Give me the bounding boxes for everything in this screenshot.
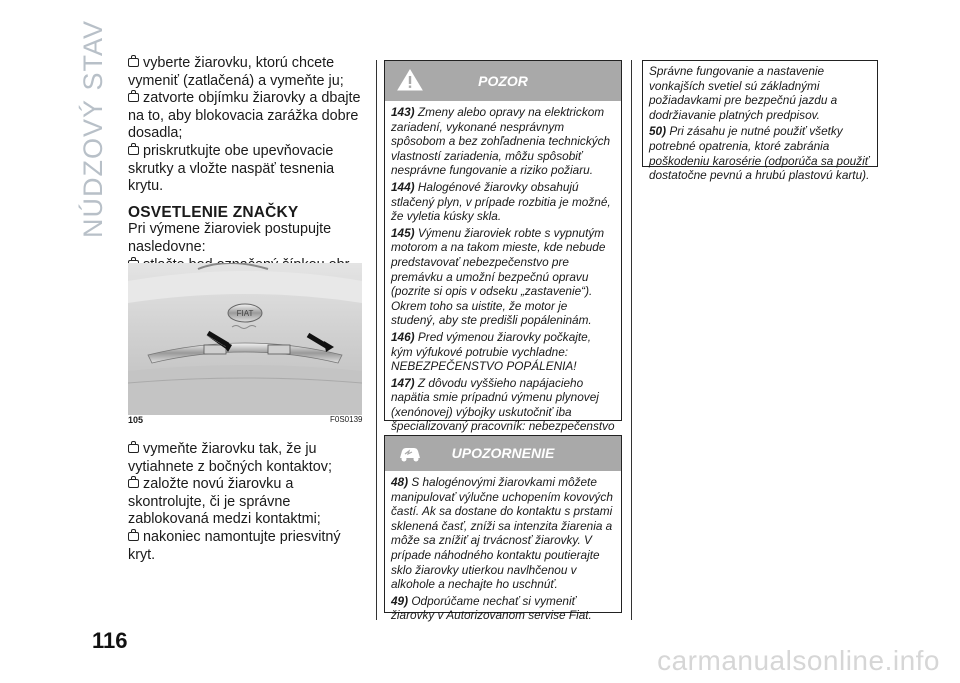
chapter-title-text: NÚDZOVÝ STAV (78, 19, 108, 238)
column-1-top (128, 55, 368, 292)
figure-number: 105 (128, 415, 144, 425)
section-intro: Pri výmene žiaroviek postupujte nasledovne: (128, 221, 332, 255)
section-heading: OSVETLENIE ZNAČKY (128, 203, 299, 221)
list-item: založte novú žiarovku a skontrolujte, či je správne zablokovaná medzi kontaktmi; (128, 476, 321, 528)
warning-item: 143) Zmeny alebo opravy na elektrickom zariadení, vykonané nesprávnym spôsobom a bez zohľadnenia technických vlastností zariadenia, môžu spôsobiť nesprávne fungovanie a riziko požiaru. (391, 105, 611, 178)
warning-item: 145) Výmenu žiaroviek robte s vypnutým motorom a na takom mieste, kde nebude predstavovať nebezpečenstvo pre premávku a umožní bezpečnú opravu (pozrite si opis v odseku „zastavenie“). Okrem toho sa uistite, že motor je studený, aby ste predišli popáleninám. (391, 225, 606, 328)
car-damage-icon (397, 442, 423, 464)
warning-item: 144) Halogénové žiarovky obsahujú stlačený plyn, v prípade rozbitia je možné, že vyletia kúsky skla. (391, 179, 611, 224)
bullet-icon (128, 532, 139, 541)
column-1-bottom (128, 441, 368, 564)
caution-item: 48) S halogénovými žiarovkami môžete manipulovať výlučne uchopením kovových častí. Ak sa dostane do kontaktu s prstami sklenená časť, zníži sa intenzita žiarenia a môže sa znížiť aj trvácnosť žiarovky. V prípade náhodného kontaktu poutierajte sklo žiarovky utierkou navlhčenou v alkohole a nechajte ho uschnúť. (391, 475, 613, 592)
bullet-icon (128, 93, 139, 102)
note-item: 50) Pri zásahu je nutné použiť všetky potrebné opatrenia, ktoré zabránia poškodeniu karosérie (odporúča sa použiť dostatočne pevnú a hrubú plastovú kartu). (649, 124, 870, 183)
caution-title: UPOZORNENIE (451, 445, 555, 461)
figure-license-plate-light (128, 263, 362, 423)
caution-header (385, 436, 621, 471)
chapter-side-title (66, 19, 126, 238)
bullet-icon (128, 146, 139, 155)
column-divider (376, 60, 377, 620)
note-box (642, 60, 878, 183)
page-number: 116 (92, 628, 128, 653)
warning-box (384, 60, 622, 434)
list-item: vymeňte žiarovku tak, že ju vytiahnete z bočných kontaktov; (128, 441, 332, 475)
bullet-icon (128, 444, 139, 453)
figure-code: F0S0139 (330, 415, 363, 424)
list-item: vyberte žiarovku, ktorú chcete vymeniť (zatlačená) a vymeňte ju; (128, 55, 344, 89)
caution-box (384, 435, 622, 623)
note-intro: Správne fungovanie a nastavenie vonkajších svetiel sú základnými požiadavkami pre bezpečnú jazdu a dodržiavanie platných predpisov. (649, 64, 838, 122)
car-tailgate-illustration (128, 263, 362, 415)
warning-header (385, 61, 621, 101)
list-item: zatvorte objímku žiarovky a dbajte na to, aby blokovacia zarážka dobre dosadla; (128, 90, 361, 142)
list-item: nakoniec namontujte priesvitný kryt. (128, 528, 341, 563)
warning-item: 146) Pred výmenou žiarovky počkajte, kým výfukové potrubie vychladne: NEBEZPEČENSTVO POPÁLENIA! (391, 329, 592, 374)
warning-item: 147) Z dôvodu vyššieho napájacieho napätia smie prípadnú výmenu plynovej (xenónovej) výbojky uskutočniť iba špecializovaný pracovník: nebezpečenstvo (391, 375, 615, 434)
bullet-icon (128, 58, 139, 67)
watermark: carmanualsonline.info (657, 645, 940, 676)
fiat-badge: FIAT (236, 309, 254, 318)
list-item: priskrutkujte obe upevňovacie skrutky a vložte naspäť tesnenia krytu. (128, 142, 335, 195)
warning-triangle-icon (397, 68, 423, 92)
bullet-icon (128, 479, 139, 488)
warning-title: POZOR (478, 73, 528, 89)
caution-item: 49) Odporúčame nechať si vymeniť žiarovky v Autorizovanom servise Fiat. (391, 593, 592, 623)
column-divider (631, 60, 632, 620)
